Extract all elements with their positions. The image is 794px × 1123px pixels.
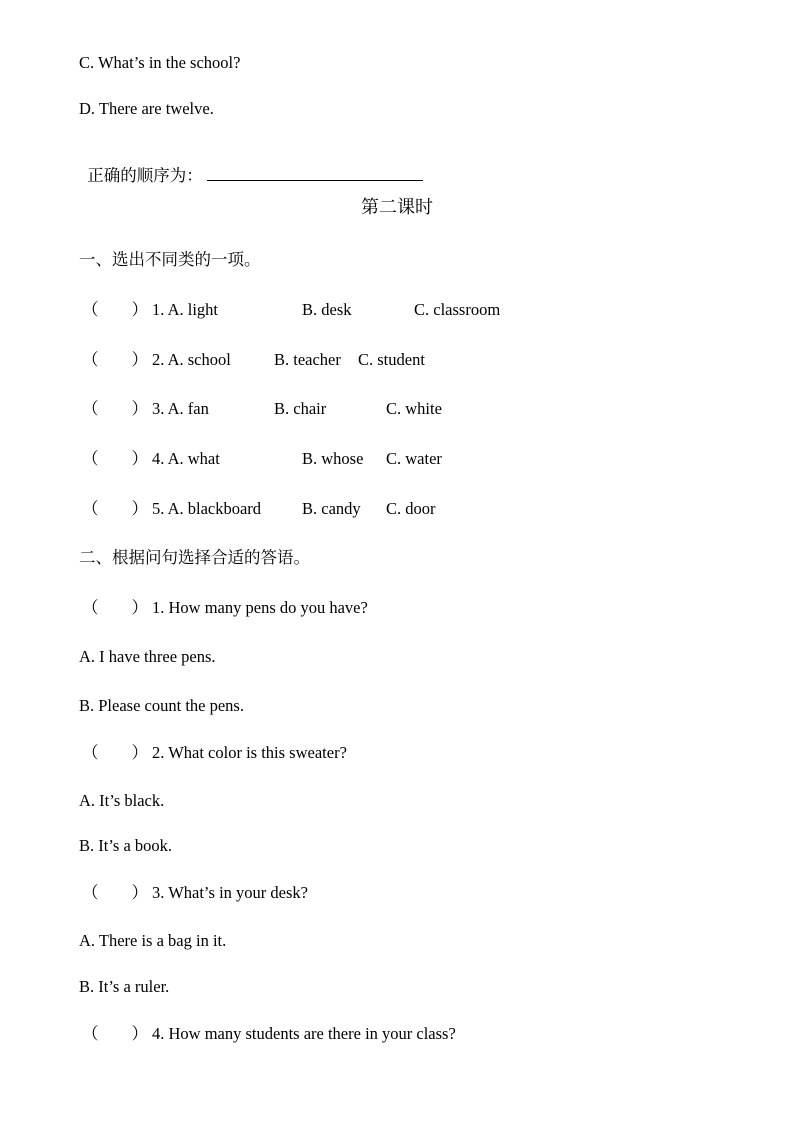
option-b: B. teacher xyxy=(274,350,341,369)
answer-paren[interactable]: （ ） xyxy=(82,499,148,518)
option-c: C. water xyxy=(386,449,442,468)
section2-heading: 二、根据问句选择合适的答语。 xyxy=(79,548,310,567)
option-d: D. There are twelve. xyxy=(79,99,214,118)
answer-b: B. It’s a book. xyxy=(79,836,173,855)
answer-paren[interactable]: （ ） xyxy=(82,883,148,902)
answer-b: B. Please count the pens. xyxy=(79,696,244,715)
item-text: 5. A. blackboard xyxy=(152,499,262,518)
item-text: 4. A. what xyxy=(152,449,220,468)
order-answer-line xyxy=(79,146,423,186)
option-c: C. door xyxy=(386,499,436,518)
lesson-title: 第二课时 xyxy=(361,197,433,217)
answer-paren[interactable]: （ ） xyxy=(82,743,148,762)
option-c: C. white xyxy=(386,399,442,418)
answer-paren[interactable]: （ ） xyxy=(82,300,148,319)
question-4: 4. How many students are there in your class? xyxy=(152,1024,456,1043)
answer-b: B. It’s a ruler. xyxy=(79,977,170,996)
answer-paren[interactable]: （ ） xyxy=(82,449,148,468)
option-b: B. candy xyxy=(302,499,361,518)
option-c: C. student xyxy=(358,350,425,369)
answer-paren[interactable]: （ ） xyxy=(82,399,148,418)
option-b: B. chair xyxy=(274,399,327,418)
option-b: B. whose xyxy=(302,449,364,468)
order-answer-blank[interactable] xyxy=(207,166,423,181)
answer-a: A. It’s black. xyxy=(79,791,165,810)
answer-a: A. There is a bag in it. xyxy=(79,931,227,950)
option-c: C. classroom xyxy=(414,300,501,319)
item-text: 1. A. light xyxy=(152,300,219,319)
question-2: 2. What color is this sweater? xyxy=(152,743,347,762)
option-c: C. What’s in the school? xyxy=(79,53,241,72)
section1-heading: 一、选出不同类的一项。 xyxy=(79,250,261,269)
answer-paren[interactable]: （ ） xyxy=(82,598,148,617)
order-prompt: 正确的顺序为： xyxy=(87,166,203,185)
answer-a: A. I have three pens. xyxy=(79,647,216,666)
question-1: 1. How many pens do you have? xyxy=(152,598,368,617)
answer-paren[interactable]: （ ） xyxy=(82,350,148,369)
item-text: 3. A. fan xyxy=(152,399,209,418)
item-text: 2. A. school xyxy=(152,350,231,369)
option-b: B. desk xyxy=(302,300,352,319)
question-3: 3. What’s in your desk? xyxy=(152,883,308,902)
answer-paren[interactable]: （ ） xyxy=(82,1024,148,1043)
